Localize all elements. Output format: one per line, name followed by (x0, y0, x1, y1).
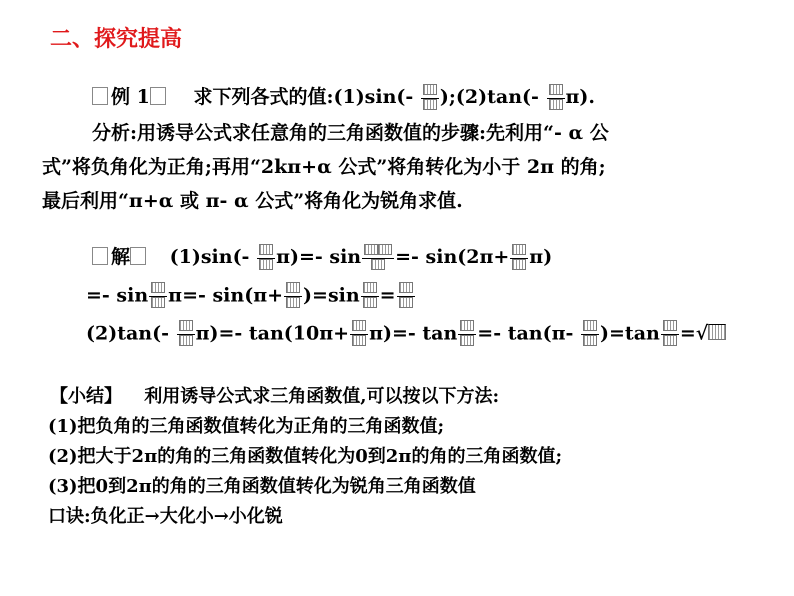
fraction-placeholder (421, 84, 439, 113)
solution-text: )=tan (600, 322, 660, 345)
analysis-line-3: 最后利用“π+α 或 π- α 公式”将角化为锐角求值. (42, 190, 463, 212)
summary-item-3: (3)把0到2π的角的三角函数值转化为锐角三角函数值 (48, 476, 476, 497)
solution-line-3 (86, 320, 726, 349)
solution-text: =- sin (86, 284, 149, 307)
summary-item-2: (2)把大于2π的角的三角函数值转化为0到2π的角的三角函数值; (48, 446, 563, 467)
solution-line-1 (92, 242, 552, 273)
summary-mnemonic: 口诀:负化正→大化小→小化锐 (48, 506, 283, 527)
fraction-placeholder (257, 244, 275, 273)
solution-text: = (379, 284, 396, 307)
solution-text: )=sin (303, 284, 360, 307)
solution-text: π)=- tan (369, 322, 458, 345)
analysis-line-1: 分析:用诱导公式求任意角的三角函数值的步骤:先利用“- α 公 (92, 122, 609, 144)
question-mid: );(2)tan(- (439, 86, 546, 108)
radicand-placeholder (708, 324, 726, 340)
solution-text: =- sin(2π+ (395, 246, 510, 268)
section-heading: 二、探究提高 (50, 27, 183, 52)
fraction-placeholder (362, 244, 394, 273)
fraction-placeholder (581, 320, 599, 349)
summary-item-1: (1)把负角的三角函数值转化为正角的三角函数值; (48, 416, 445, 437)
solution-text: π)=- tan(10π+ (195, 322, 350, 345)
solution-text: (1)sin(- (169, 246, 257, 268)
marker-box-icon (92, 247, 108, 265)
fraction-placeholder (547, 84, 565, 113)
solution-label: 解 (111, 246, 131, 268)
marker-box-icon (150, 87, 166, 105)
fraction-placeholder (177, 320, 195, 349)
solution-text: =- tan(π- (477, 322, 581, 345)
marker-box-icon (92, 87, 108, 105)
solution-line-2 (86, 282, 416, 311)
fraction-placeholder (284, 282, 302, 311)
analysis-line-2: 式”将负角化为正角;再用“2kπ+α 公式”将角转化为小于 2π 的角; (42, 156, 606, 178)
solution-text: π)=- sin (276, 246, 362, 268)
example-label: 例 1 (111, 86, 150, 108)
solution-text: π=- sin(π+ (168, 284, 284, 307)
question-text: 求下列各式的值:(1)sin(- (193, 86, 420, 108)
solution-text: π) (529, 246, 553, 268)
example-question (92, 82, 595, 113)
solution-text: =√ (679, 322, 709, 345)
marker-box-icon (130, 247, 146, 265)
summary-header (50, 382, 499, 408)
fraction-placeholder (397, 282, 415, 311)
fraction-placeholder (510, 244, 528, 273)
fraction-placeholder (361, 282, 379, 311)
fraction-placeholder (458, 320, 476, 349)
fraction-placeholder (661, 320, 679, 349)
summary-title: 【小结】 (50, 386, 122, 407)
question-end: π). (565, 86, 596, 108)
solution-text: (2)tan(- (86, 322, 176, 345)
fraction-placeholder (149, 282, 167, 311)
fraction-placeholder (350, 320, 368, 349)
summary-intro: 利用诱导公式求三角函数值,可以按以下方法: (144, 386, 500, 407)
